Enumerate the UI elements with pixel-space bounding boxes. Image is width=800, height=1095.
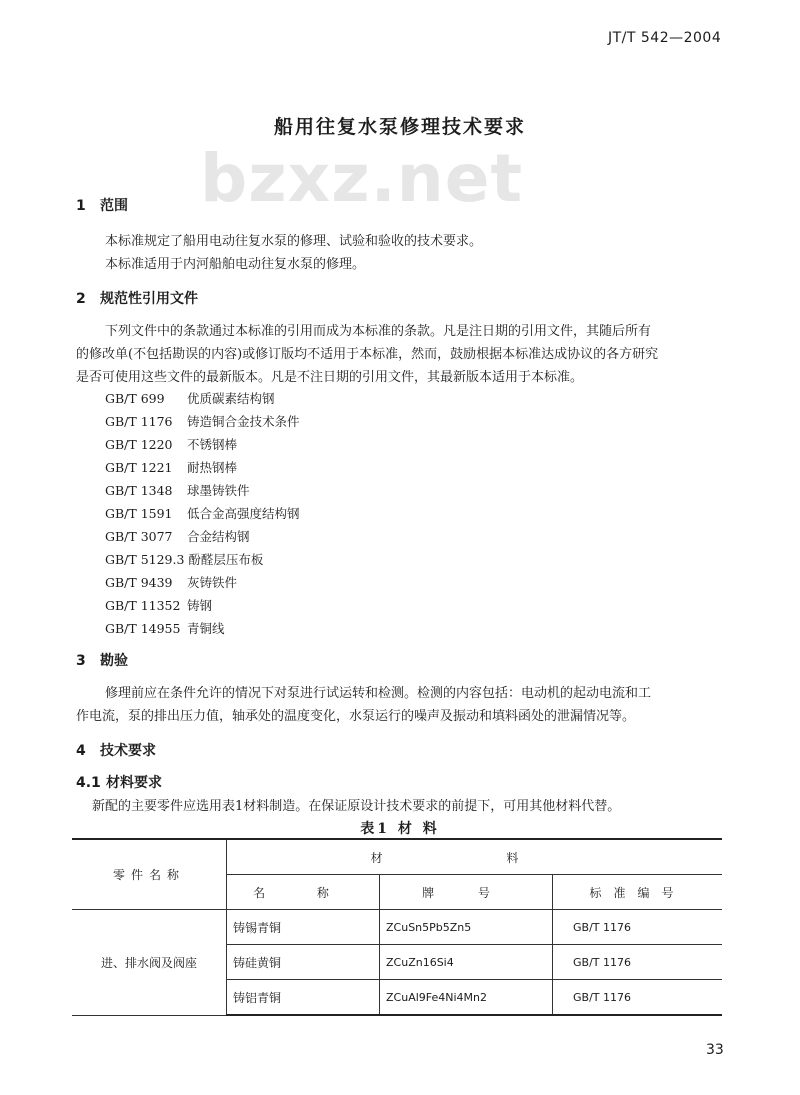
- reference-code: GB/T 1176: [105, 414, 173, 429]
- reference-item: [105, 619, 225, 637]
- section-title: 勘验: [100, 653, 128, 669]
- section-title: 材料要求: [106, 775, 162, 791]
- reference-code: GB/T 1591: [105, 506, 173, 521]
- section-4-heading: [76, 740, 156, 760]
- section-title: 技术要求: [100, 743, 156, 759]
- section-3-line-2: 作电流，泵的排出压力值，轴承处的温度变化，水泵运行的噪声及振动和填料函处的泄漏情况等。: [76, 709, 636, 724]
- reference-item: [105, 573, 237, 591]
- cell-standard: GB/T 1176: [553, 945, 723, 980]
- reference-name: 酚醛层压布板: [188, 552, 264, 567]
- reference-item: [105, 389, 275, 407]
- reference-item: [105, 550, 263, 568]
- section-1-heading: [76, 195, 128, 215]
- reference-code: GB/T 1221: [105, 460, 173, 475]
- cell-standard: GB/T 1176: [553, 980, 723, 1016]
- reference-code: GB/T 5129.3: [105, 552, 185, 567]
- cell-grade: ZCuZn16Si4: [380, 945, 553, 980]
- materials-table: [72, 838, 722, 1016]
- cell-material-name: 铸硅黄铜: [227, 945, 380, 980]
- reference-code: GB/T 14955: [105, 621, 181, 636]
- cell-standard: GB/T 1176: [553, 910, 723, 945]
- section-4-1-paragraph: 新配的主要零件应选用表1材料制造。在保证原设计技术要求的前提下，可用其他材料代替。: [92, 799, 621, 814]
- section-title: 规范性引用文件: [100, 291, 198, 307]
- reference-item: [105, 412, 300, 430]
- reference-item: [105, 527, 250, 545]
- reference-item: [105, 596, 212, 614]
- section-2-line-2: 的修改单(不包括勘误的内容)或修订版均不适用于本标准，然而，鼓励根据本标准达成协议的各方研究: [76, 347, 659, 362]
- header-grade: 牌 号: [380, 875, 553, 910]
- section-4-1-heading: [76, 772, 162, 792]
- header-standard: 标准编号: [553, 875, 723, 910]
- reference-name: 灰铸铁件: [186, 575, 237, 590]
- section-2-heading: [76, 288, 198, 308]
- watermark: bzxz.net: [200, 140, 524, 217]
- reference-code: GB/T 1220: [105, 437, 173, 452]
- section-3-line-1: 修理前应在条件允许的情况下对泵进行试运转和检测。检测的内容包括：电动机的起动电流和工: [105, 686, 652, 701]
- reference-code: GB/T 11352: [105, 598, 181, 613]
- section-number: 2: [76, 291, 86, 307]
- section-1-paragraph-2: 本标准适用于内河船舶电动往复水泵的修理。: [105, 257, 366, 272]
- header-part-name: 零件名称: [72, 839, 227, 910]
- reference-name: 青铜线: [186, 621, 225, 636]
- section-number: 1: [76, 198, 86, 214]
- cell-part-name: 进、排水阀及阀座: [72, 910, 227, 1016]
- reference-item: [105, 435, 237, 453]
- cell-material-name: 铸锡青铜: [227, 910, 380, 945]
- reference-item: [105, 504, 300, 522]
- reference-name: 铸钢: [186, 598, 212, 613]
- standard-number: JT/T 542—2004: [608, 30, 722, 46]
- reference-item: [105, 481, 250, 499]
- table-row: [72, 910, 722, 945]
- cell-grade: ZCuAl9Fe4Ni4Mn2: [380, 980, 553, 1016]
- reference-code: GB/T 1348: [105, 483, 173, 498]
- page-number: 33: [706, 1042, 724, 1058]
- table-header-row: [72, 839, 722, 875]
- reference-name: 不锈钢棒: [186, 437, 237, 452]
- header-name: 名 称: [227, 875, 380, 910]
- reference-name: 优质碳素结构钢: [186, 391, 275, 406]
- reference-name: 铸造铜合金技术条件: [186, 414, 300, 429]
- reference-name: 合金结构钢: [186, 529, 250, 544]
- reference-name: 耐热钢棒: [186, 460, 237, 475]
- reference-name: 球墨铸铁件: [186, 483, 250, 498]
- reference-code: GB/T 9439: [105, 575, 173, 590]
- cell-grade: ZCuSn5Pb5Zn5: [380, 910, 553, 945]
- reference-code: GB/T 699: [105, 391, 165, 406]
- section-number: 4.1: [76, 775, 101, 791]
- section-number: 3: [76, 653, 86, 669]
- section-2-line-1: 下列文件中的条款通过本标准的引用而成为本标准的条款。凡是注日期的引用文件，其随后所有: [105, 324, 652, 339]
- section-2-line-3: 是否可使用这些文件的最新版本。凡是不注日期的引用文件，其最新版本适用于本标准。: [76, 370, 584, 385]
- reference-code: GB/T 3077: [105, 529, 173, 544]
- header-material: 材 料: [227, 839, 723, 875]
- table-caption: 表1 材 料: [360, 821, 440, 837]
- section-number: 4: [76, 743, 86, 759]
- document-title: 船用往复水泵修理技术要求: [273, 116, 526, 138]
- reference-name: 低合金高强度结构钢: [186, 506, 300, 521]
- section-1-paragraph-1: 本标准规定了船用电动往复水泵的修理、试验和验收的技术要求。: [105, 234, 483, 249]
- section-title: 范围: [100, 198, 128, 214]
- reference-item: [105, 458, 237, 476]
- cell-material-name: 铸铝青铜: [227, 980, 380, 1016]
- section-3-heading: [76, 650, 128, 670]
